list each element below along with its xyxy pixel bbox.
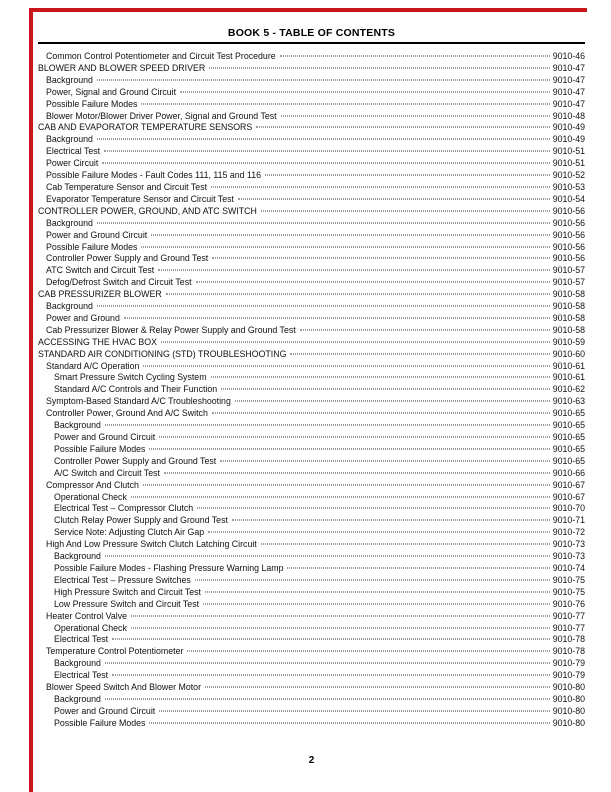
toc-entry-page-number: 9010-70 [552,503,585,514]
dot-leader [280,56,550,57]
toc-entry-page-number: 9010-58 [552,324,585,335]
toc-entry-label: Clutch Relay Power Supply and Ground Test [54,515,228,526]
toc-entry-page-number: 9010-56 [552,229,585,240]
toc-entry-page-number: 9010-54 [552,193,585,204]
toc-entry-label: ACCESSING THE HVAC BOX [38,336,157,347]
toc-entry-label: Compressor And Clutch [46,479,139,490]
toc-entry-page-number: 9010-51 [552,158,585,169]
dot-leader [161,341,550,342]
toc-entry-page-number: 9010-46 [552,51,585,61]
toc-entry [38,551,585,563]
toc-entry-page-number: 9010-65 [552,455,585,466]
toc-entry-label: Smart Pressure Switch Cycling System [54,372,207,383]
toc-entry-page-number: 9010-65 [552,443,585,454]
dot-leader [220,460,550,461]
toc-entry-label: Defog/Defrost Switch and Circuit Test [46,277,192,288]
toc-entry [38,253,585,265]
toc-entry-page-number: 9010-48 [552,110,585,121]
dot-leader [141,246,549,247]
toc-entry-page-number: 9010-80 [552,693,585,704]
toc-entry [38,134,585,146]
toc-entry [38,658,585,670]
dot-leader [131,627,550,628]
dot-leader [287,567,549,568]
toc-entry [38,230,585,242]
toc-entry-page-number: 9010-75 [552,586,585,597]
toc-entry-label: Controller Power Supply and Ground Test [46,253,209,264]
toc-entry [38,63,585,75]
toc-entry-label: Background [46,134,93,145]
toc-entry [38,563,585,575]
toc-entry-label: Service Note: Adjusting Clutch Air Gap [54,527,205,538]
toc-entry-label: Background [54,693,101,704]
toc-entry-label: Background [54,658,101,669]
toc-entry [38,206,585,218]
toc-entry [38,456,585,468]
toc-entry-page-number: 9010-77 [552,622,585,633]
dot-leader [261,544,550,545]
toc-entry-page-number: 9010-62 [552,384,585,395]
toc-entry-page-number: 9010-57 [552,277,585,288]
dot-leader [131,615,550,616]
dot-leader [158,270,549,271]
toc-entry-page-number: 9010-49 [552,134,585,145]
toc-entry-page-number: 9010-56 [552,217,585,228]
toc-entry [38,682,585,694]
toc-entry [38,325,585,337]
dot-leader [149,448,549,449]
toc-entry-page-number: 9010-58 [552,289,585,300]
toc-entry-page-number: 9010-77 [552,610,585,621]
dot-leader [208,532,550,533]
title-underline-rule [38,42,585,44]
toc-entry-page-number: 9010-76 [552,598,585,609]
toc-entry-page-number: 9010-75 [552,574,585,585]
toc-entry-page-number: 9010-65 [552,420,585,431]
dot-leader [105,698,550,699]
toc-entry-label: Standard A/C Controls and Their Function [54,384,218,395]
dot-leader [97,222,550,223]
toc-entry-label: Possible Failure Modes - Fault Codes 111, 115 and 116 [46,170,261,181]
dot-leader [300,329,550,330]
toc-entry-page-number: 9010-63 [552,396,585,407]
dot-leader [112,675,550,676]
toc-entry-label: CAB PRESSURIZER BLOWER [38,289,162,300]
toc-entry [38,289,585,301]
toc-entry [38,277,585,289]
dot-leader [102,163,549,164]
toc-entry [38,111,585,123]
dot-leader [159,437,549,438]
toc-entry-label: Blower Motor/Blower Driver Power, Signal and Ground Test [46,110,277,121]
dot-leader [212,413,550,414]
toc-entry-page-number: 9010-57 [552,265,585,276]
toc-entry [38,218,585,230]
toc-entry-label: Power and Ground [46,312,120,323]
toc-entry-page-number: 9010-47 [552,98,585,109]
dot-leader [256,127,549,128]
toc-entry-label: Controller Power, Ground And A/C Switch [46,408,208,419]
left-red-border-rule [29,8,33,792]
toc-entry-label: Electrical Test – Compressor Clutch [54,503,194,514]
toc-entry-label: Possible Failure Modes [54,717,146,728]
toc-entry-label: Electrical Test – Pressure Switches [54,574,191,585]
toc-entry [38,480,585,492]
toc-entry-page-number: 9010-56 [552,241,585,252]
toc-entry [38,158,585,170]
toc-entry-page-number: 9010-71 [552,515,585,526]
toc-entry-label: BLOWER AND BLOWER SPEED DRIVER [38,62,206,73]
toc-entry-label: Possible Failure Modes - Flashing Pressure Warning Lamp [54,562,284,573]
toc-entry-label: Standard A/C Operation [46,360,140,371]
dot-leader [105,663,550,664]
toc-entry-page-number: 9010-80 [552,705,585,716]
toc-entry-page-number: 9010-58 [552,312,585,323]
dot-leader [105,425,550,426]
dot-leader [238,198,550,199]
toc-entry [38,194,585,206]
toc-entry-label: Power, Signal and Ground Circuit [46,86,177,97]
dot-leader [124,317,550,318]
toc-entry-page-number: 9010-56 [552,253,585,264]
toc-entry-page-number: 9010-78 [552,646,585,657]
toc-entry-page-number: 9010-78 [552,634,585,645]
toc-entry [38,337,585,349]
toc-entry [38,670,585,682]
toc-entry-label: Cab Temperature Sensor and Circuit Test [46,181,208,192]
toc-entry [38,99,585,111]
page-title: BOOK 5 - TABLE OF CONTENTS [227,27,396,39]
toc-entry-page-number: 9010-47 [552,74,585,85]
toc-entry-label: Background [46,217,93,228]
toc-entry-label: Evaporator Temperature Sensor and Circuit Test [46,193,234,204]
dot-leader [164,472,550,473]
toc-entry [38,122,585,134]
toc-entry-label: Power and Ground Circuit [54,432,156,442]
toc-entry-label: Temperature Control Potentiometer [46,646,184,657]
toc-entry [38,623,585,635]
toc-entry [38,527,585,539]
toc-entry [38,146,585,158]
toc-entry-page-number: 9010-67 [552,479,585,490]
toc-entry-label: Cab Pressurizer Blower & Relay Power Supply and Ground Test [46,324,296,335]
dot-leader [261,210,550,211]
toc-entry [38,492,585,504]
toc-entry-label: Possible Failure Modes [46,241,138,252]
dot-leader [281,115,550,116]
toc-entry-page-number: 9010-51 [552,146,585,157]
toc-entry [38,539,585,551]
toc-entry [38,420,585,432]
toc-entry-page-number: 9010-61 [552,372,585,383]
toc-entry [38,694,585,706]
toc-entry [38,503,585,515]
toc-entry [38,75,585,87]
toc-entry-page-number: 9010-79 [552,670,585,681]
toc-entry-label: STANDARD AIR CONDITIONING (STD) TROUBLESHOOTING [38,348,287,359]
toc-entry [38,444,585,456]
toc-entry-label: Electrical Test [54,670,109,681]
dot-leader [141,103,549,104]
toc-entry-label: Operational Check [54,491,127,502]
toc-entry-label: Heater Control Valve [46,610,128,621]
toc-entry-page-number: 9010-58 [552,301,585,312]
dot-leader [143,365,549,366]
dot-leader [290,353,549,354]
toc-entry-page-number: 9010-53 [552,181,585,192]
toc-entry-page-number: 9010-72 [552,527,585,538]
dot-leader [151,234,549,235]
toc-entry [38,634,585,646]
dot-leader [97,79,550,80]
toc-entry-label: High Pressure Switch and Circuit Test [54,586,201,597]
toc-entry-label: Power and Ground Circuit [54,705,156,716]
dot-leader [197,508,550,509]
toc-entry-label: Controller Power Supply and Ground Test [54,455,217,466]
dot-leader [211,186,550,187]
toc-entry [38,408,585,420]
toc-entry-label: Possible Failure Modes [54,443,146,454]
dot-leader [105,556,550,557]
toc-entry [38,182,585,194]
toc-entry [38,349,585,361]
toc-entry-label: Common Control Potentiometer and Circuit Test Procedure [46,51,276,61]
toc-entry [38,611,585,623]
toc-entry-label: ATC Switch and Circuit Test [46,265,155,276]
toc-entry-page-number: 9010-73 [552,539,585,550]
dot-leader [211,377,550,378]
toc-entry-page-number: 9010-80 [552,682,585,693]
dot-leader [205,687,550,688]
toc-entry [38,265,585,277]
toc-entry-label: Power Circuit [46,158,99,169]
toc-entry-label: CAB AND EVAPORATOR TEMPERATURE SENSORS [38,122,253,133]
toc-entry-page-number: 9010-60 [552,348,585,359]
toc-entry-page-number: 9010-66 [552,467,585,478]
toc-entry-label: Blower Speed Switch And Blower Motor [46,682,201,693]
dot-leader [166,294,550,295]
dot-leader [180,91,550,92]
toc-entry-label: Operational Check [54,622,127,633]
toc-entry-page-number: 9010-47 [552,62,585,73]
toc-entry-page-number: 9010-61 [552,360,585,371]
toc-entry-label: Background [46,74,93,85]
toc-list [38,51,585,730]
dot-leader [265,175,550,176]
toc-entry-page-number: 9010-49 [552,122,585,133]
dot-leader [97,306,550,307]
toc-entry [38,301,585,313]
toc-entry [38,396,585,408]
toc-entry-label: Background [54,420,101,431]
dot-leader [149,722,549,723]
toc-entry-label: Electrical Test [46,146,101,157]
toc-entry-label: Symptom-Based Standard A/C Troubleshooting [46,396,231,407]
toc-entry-label: CONTROLLER POWER, GROUND, AND ATC SWITCH [38,205,257,216]
toc-entry-page-number: 9010-65 [552,408,585,419]
top-red-border-rule [29,8,587,12]
toc-entry [38,170,585,182]
toc-entry [38,313,585,325]
toc-entry [38,706,585,718]
toc-entry [38,51,585,63]
dot-leader [203,603,550,604]
toc-entry [38,372,585,384]
toc-entry-page-number: 9010-80 [552,717,585,728]
dot-leader [97,139,550,140]
toc-entry-label: A/C Switch and Circuit Test [54,467,160,478]
dot-leader [131,496,550,497]
toc-entry [38,87,585,99]
toc-entry-page-number: 9010-52 [552,170,585,181]
dot-leader [195,579,550,580]
toc-entry-page-number: 9010-47 [552,86,585,97]
toc-entry [38,468,585,480]
toc-entry-page-number: 9010-56 [552,205,585,216]
toc-entry-label: Electrical Test [54,634,109,645]
dot-leader [187,651,549,652]
dot-leader [205,591,550,592]
toc-entry-label: Low Pressure Switch and Circuit Test [54,598,200,609]
toc-entry [38,646,585,658]
toc-entry-page-number: 9010-79 [552,658,585,669]
toc-entry-page-number: 9010-73 [552,551,585,562]
toc-entry [38,575,585,587]
toc-entry [38,361,585,373]
toc-entry-page-number: 9010-59 [552,336,585,347]
dot-leader [212,258,550,259]
dot-leader [143,484,550,485]
toc-entry [38,242,585,254]
dot-leader [159,710,549,711]
toc-entry [38,587,585,599]
toc-entry [38,384,585,396]
toc-entry-label: Background [46,301,93,312]
page-content [38,27,585,730]
dot-leader [235,401,550,402]
toc-entry-page-number: 9010-67 [552,491,585,502]
toc-entry [38,432,585,444]
dot-leader [221,389,550,390]
dot-leader [104,151,550,152]
dot-leader [232,520,550,521]
toc-entry-label: Possible Failure Modes [46,98,138,109]
dot-leader [112,639,550,640]
dot-leader [196,282,550,283]
footer-page-number: 2 [308,755,315,766]
dot-leader [209,67,550,68]
toc-entry [38,718,585,730]
toc-entry [38,599,585,611]
toc-entry-label: High And Low Pressure Switch Clutch Latching Circuit [46,539,257,550]
toc-entry-page-number: 9010-74 [552,562,585,573]
toc-entry-label: Power and Ground Circuit [46,229,148,240]
toc-entry [38,515,585,527]
toc-entry-label: Background [54,551,101,562]
toc-entry-page-number: 9010-65 [552,432,585,442]
